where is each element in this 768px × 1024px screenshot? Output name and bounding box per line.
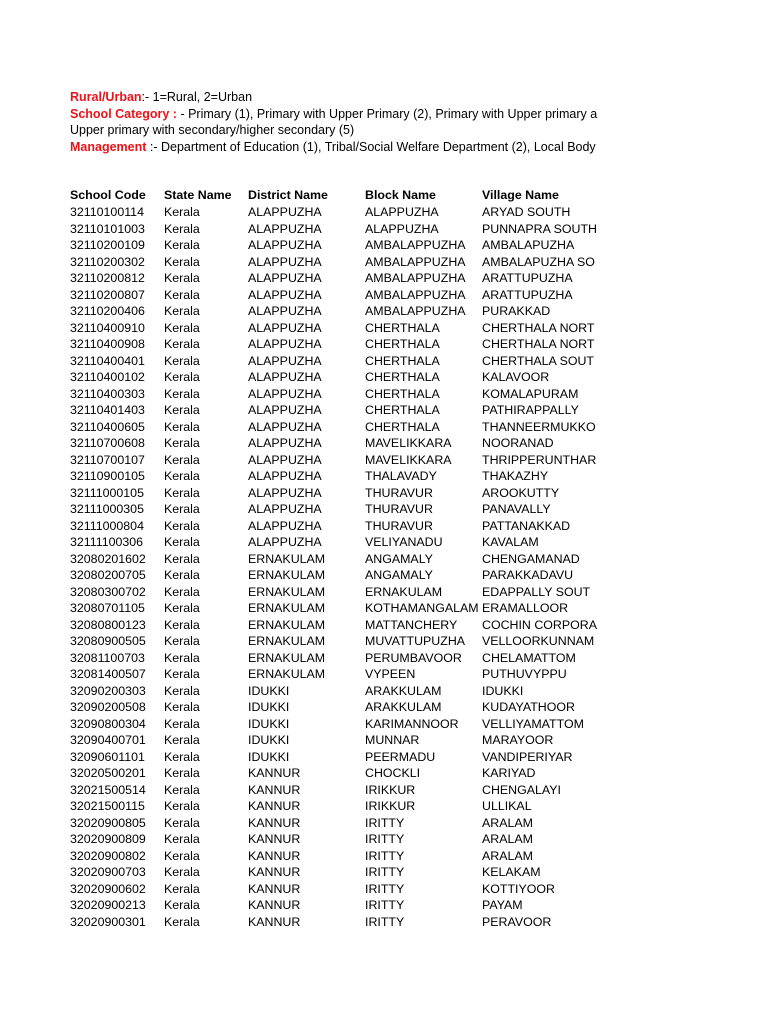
cell-block-name: IRITTY bbox=[365, 914, 405, 929]
cell-district-name: IDUKKI bbox=[248, 749, 290, 764]
cell-district-name: KANNUR bbox=[248, 881, 301, 896]
cell-state-name: Kerala bbox=[164, 551, 200, 566]
cell-state-name: Kerala bbox=[164, 865, 200, 879]
table-row bbox=[70, 798, 600, 815]
cell-village-name: PANAVALLY bbox=[482, 502, 551, 516]
cell-block-name: ALAPPUZHA bbox=[365, 205, 439, 219]
table-row bbox=[70, 254, 600, 271]
table-row bbox=[70, 221, 600, 238]
table-row bbox=[70, 336, 600, 353]
cell-block-name: VELIYANADU bbox=[365, 535, 443, 549]
cell-state-name: Kerala bbox=[164, 271, 200, 285]
table-row bbox=[70, 435, 600, 452]
cell-school-code: 32090200508 bbox=[70, 700, 146, 714]
cell-state-name: Kerala bbox=[164, 370, 200, 384]
legend-management-text: :- Department of Education (1), Tribal/Social Welfare Department (2), Local Body bbox=[146, 139, 596, 154]
cell-district-name: ERNAKULAM bbox=[248, 617, 326, 632]
cell-village-name: PURAKKAD bbox=[482, 304, 551, 318]
cell-school-code: 32020900805 bbox=[70, 815, 146, 830]
cell-block-name: ANGAMALY bbox=[365, 568, 433, 582]
cell-village-name: KELAKAM bbox=[482, 865, 541, 879]
cell-state-name: Kerala bbox=[164, 485, 200, 500]
cell-block-name: IRITTY bbox=[365, 865, 405, 879]
legend-school-category bbox=[70, 106, 600, 123]
cell-school-code: 32080200705 bbox=[70, 568, 146, 582]
cell-village-name: KOMALAPURAM bbox=[482, 386, 579, 401]
cell-district-name: ALAPPUZHA bbox=[248, 304, 322, 318]
cell-district-name: ALAPPUZHA bbox=[248, 238, 322, 252]
table-row bbox=[70, 699, 600, 716]
cell-village-name: PUTHUVYPPU bbox=[482, 667, 567, 681]
cell-state-name: Kerala bbox=[164, 716, 200, 731]
table-row bbox=[70, 468, 600, 485]
cell-district-name: KANNUR bbox=[248, 782, 301, 797]
cell-block-name: ARAKKULAM bbox=[365, 700, 442, 714]
cell-village-name: CHERTHALA NORT bbox=[482, 320, 595, 335]
cell-school-code: 32020900301 bbox=[70, 914, 146, 929]
cell-state-name: Kerala bbox=[164, 700, 200, 714]
cell-district-name: ERNAKULAM bbox=[248, 568, 326, 582]
table-row bbox=[70, 518, 600, 535]
cell-block-name: MAVELIKKARA bbox=[365, 436, 452, 450]
column-header-school-code: School Code bbox=[70, 188, 146, 202]
cell-district-name: ERNAKULAM bbox=[248, 650, 326, 665]
table-row bbox=[70, 683, 600, 700]
cell-school-code: 32080300702 bbox=[70, 584, 146, 599]
cell-state-name: Kerala bbox=[164, 568, 200, 582]
cell-block-name: CHERTHALA bbox=[365, 353, 440, 368]
cell-district-name: ALAPPUZHA bbox=[248, 353, 322, 368]
cell-district-name: ALAPPUZHA bbox=[248, 271, 322, 285]
cell-block-name: MUVATTUPUZHA bbox=[365, 634, 466, 648]
cell-village-name: CHERTHALA NORT bbox=[482, 337, 595, 351]
cell-village-name: ARALAM bbox=[482, 832, 533, 846]
cell-village-name: KUDAYATHOOR bbox=[482, 700, 575, 714]
cell-school-code: 32110200302 bbox=[70, 254, 145, 269]
cell-state-name: Kerala bbox=[164, 221, 200, 236]
table-header-row bbox=[70, 187, 600, 204]
table-row bbox=[70, 732, 600, 749]
cell-village-name: KAVALAM bbox=[482, 535, 539, 549]
cell-block-name: MATTANCHERY bbox=[365, 617, 458, 632]
cell-village-name: VANDIPERIYAR bbox=[482, 749, 573, 764]
cell-district-name: KANNUR bbox=[248, 799, 301, 813]
cell-state-name: Kerala bbox=[164, 320, 200, 335]
cell-district-name: KANNUR bbox=[248, 832, 301, 846]
cell-district-name: KANNUR bbox=[248, 898, 301, 912]
cell-district-name: ERNAKULAM bbox=[248, 584, 326, 599]
cell-state-name: Kerala bbox=[164, 287, 200, 302]
cell-school-code: 32110700608 bbox=[70, 436, 145, 450]
table-row bbox=[70, 237, 600, 254]
cell-village-name: VELLOORKUNNAM bbox=[482, 634, 595, 648]
table-row bbox=[70, 369, 600, 386]
table-row bbox=[70, 270, 600, 287]
cell-block-name: CHERTHALA bbox=[365, 419, 440, 434]
cell-state-name: Kerala bbox=[164, 535, 200, 549]
column-header-district-name: District Name bbox=[248, 188, 328, 202]
cell-school-code: 32110401403 bbox=[70, 403, 145, 417]
table-row bbox=[70, 386, 600, 403]
cell-district-name: ALAPPUZHA bbox=[248, 205, 322, 219]
cell-village-name: CHENGALAYI bbox=[482, 782, 561, 797]
cell-block-name: THURAVUR bbox=[365, 485, 433, 500]
cell-village-name: KOTTIYOOR bbox=[482, 881, 555, 896]
cell-district-name: IDUKKI bbox=[248, 700, 290, 714]
cell-district-name: IDUKKI bbox=[248, 733, 290, 747]
cell-state-name: Kerala bbox=[164, 832, 200, 846]
cell-village-name: ARALAM bbox=[482, 848, 533, 863]
cell-block-name: IRITTY bbox=[365, 848, 405, 863]
cell-school-code: 32020900213 bbox=[70, 898, 146, 912]
cell-state-name: Kerala bbox=[164, 304, 200, 318]
table-row bbox=[70, 204, 600, 221]
cell-district-name: KANNUR bbox=[248, 914, 301, 929]
cell-village-name: EDAPPALLY SOUT bbox=[482, 584, 591, 599]
cell-state-name: Kerala bbox=[164, 584, 200, 599]
column-header-block-name: Block Name bbox=[365, 188, 436, 202]
cell-state-name: Kerala bbox=[164, 898, 200, 912]
cell-district-name: ALAPPUZHA bbox=[248, 436, 322, 450]
cell-village-name: PATHIRAPPALLY bbox=[482, 403, 579, 417]
table-row bbox=[70, 914, 600, 931]
table-row bbox=[70, 303, 600, 320]
cell-school-code: 32110200109 bbox=[70, 238, 145, 252]
cell-block-name: PEERMADU bbox=[365, 749, 436, 764]
cell-state-name: Kerala bbox=[164, 782, 200, 797]
cell-district-name: ALAPPUZHA bbox=[248, 254, 322, 269]
cell-school-code: 32020900802 bbox=[70, 848, 146, 863]
cell-block-name: KARIMANNOOR bbox=[365, 716, 459, 731]
table-row bbox=[70, 419, 600, 436]
cell-state-name: Kerala bbox=[164, 650, 200, 665]
table-row bbox=[70, 666, 600, 683]
cell-block-name: IRIKKUR bbox=[365, 799, 416, 813]
cell-state-name: Kerala bbox=[164, 337, 200, 351]
cell-village-name: CHERTHALA SOUT bbox=[482, 353, 594, 368]
cell-district-name: ERNAKULAM bbox=[248, 551, 326, 566]
cell-district-name: ALAPPUZHA bbox=[248, 370, 322, 384]
table-row bbox=[70, 353, 600, 370]
cell-school-code: 32090800304 bbox=[70, 716, 146, 731]
table-row bbox=[70, 501, 600, 518]
cell-district-name: KANNUR bbox=[248, 865, 301, 879]
cell-district-name: ALAPPUZHA bbox=[248, 452, 322, 467]
table-row bbox=[70, 485, 600, 502]
cell-district-name: ALAPPUZHA bbox=[248, 320, 322, 335]
cell-village-name: PAYAM bbox=[482, 898, 523, 912]
cell-school-code: 32080701105 bbox=[70, 601, 145, 615]
cell-block-name: AMBALAPPUZHA bbox=[365, 254, 466, 269]
cell-school-code: 32020500201 bbox=[70, 766, 146, 780]
cell-village-name: VELLIYAMATTOM bbox=[482, 716, 584, 731]
cell-school-code: 32090400701 bbox=[70, 733, 146, 747]
cell-school-code: 32110900105 bbox=[70, 469, 145, 483]
cell-state-name: Kerala bbox=[164, 601, 200, 615]
table-row bbox=[70, 848, 600, 865]
table-row bbox=[70, 815, 600, 832]
cell-state-name: Kerala bbox=[164, 403, 200, 417]
cell-school-code: 32110100114 bbox=[70, 205, 144, 219]
cell-school-code: 32110400910 bbox=[70, 320, 145, 335]
cell-block-name: ALAPPUZHA bbox=[365, 221, 439, 236]
cell-village-name: KARIYAD bbox=[482, 766, 536, 780]
cell-district-name: ALAPPUZHA bbox=[248, 518, 322, 533]
cell-district-name: ALAPPUZHA bbox=[248, 419, 322, 434]
cell-district-name: IDUKKI bbox=[248, 683, 290, 698]
table-row bbox=[70, 881, 600, 898]
cell-school-code: 32080900505 bbox=[70, 634, 146, 648]
cell-block-name: VYPEEN bbox=[365, 667, 416, 681]
cell-block-name: CHOCKLI bbox=[365, 766, 421, 780]
cell-district-name: KANNUR bbox=[248, 848, 301, 863]
table-row bbox=[70, 320, 600, 337]
cell-village-name: PUNNAPRA SOUTH bbox=[482, 221, 597, 236]
table-row bbox=[70, 551, 600, 568]
legend-rural-urban-text: :- 1=Rural, 2=Urban bbox=[141, 90, 253, 104]
cell-school-code: 32111100306 bbox=[70, 535, 144, 549]
legend-school-category-continuation: Upper primary with secondary/higher secondary (5) bbox=[70, 123, 355, 137]
cell-school-code: 32110200406 bbox=[70, 304, 145, 318]
cell-state-name: Kerala bbox=[164, 353, 200, 368]
cell-state-name: Kerala bbox=[164, 815, 200, 830]
cell-state-name: Kerala bbox=[164, 518, 200, 533]
cell-school-code: 32111000105 bbox=[70, 485, 144, 500]
cell-block-name: THURAVUR bbox=[365, 518, 433, 533]
cell-block-name: THALAVADY bbox=[365, 469, 437, 483]
table-row bbox=[70, 287, 600, 304]
cell-district-name: ALAPPUZHA bbox=[248, 502, 322, 516]
cell-village-name: CHELAMATTOM bbox=[482, 650, 576, 665]
table-row bbox=[70, 864, 600, 881]
cell-district-name: ERNAKULAM bbox=[248, 601, 326, 615]
cell-school-code: 32110101003 bbox=[70, 221, 145, 236]
legend-rural-urban-label: Rural/Urban bbox=[70, 90, 142, 104]
cell-block-name: ERNAKULAM bbox=[365, 584, 443, 599]
cell-village-name: THANNEERMUKKO bbox=[482, 419, 596, 434]
cell-state-name: Kerala bbox=[164, 914, 200, 929]
cell-block-name: ARAKKULAM bbox=[365, 683, 442, 698]
cell-block-name: IRIKKUR bbox=[365, 782, 416, 797]
cell-school-code: 32111000804 bbox=[70, 518, 144, 533]
legend-school-category-text: - Primary (1), Primary with Upper Primary (2), Primary with Upper primary a bbox=[176, 106, 598, 121]
cell-village-name: ERAMALLOOR bbox=[482, 601, 569, 615]
cell-state-name: Kerala bbox=[164, 634, 200, 648]
cell-state-name: Kerala bbox=[164, 238, 200, 252]
cell-state-name: Kerala bbox=[164, 799, 200, 813]
table-row bbox=[70, 749, 600, 766]
cell-district-name: ERNAKULAM bbox=[248, 634, 326, 648]
cell-school-code: 32111000305 bbox=[70, 502, 144, 516]
legend-management bbox=[70, 139, 600, 156]
cell-state-name: Kerala bbox=[164, 766, 200, 780]
cell-school-code: 32081100703 bbox=[70, 650, 145, 665]
cell-village-name: PERAVOOR bbox=[482, 914, 552, 929]
table-row bbox=[70, 765, 600, 782]
cell-block-name: KOTHAMANGALAM bbox=[365, 601, 479, 615]
cell-state-name: Kerala bbox=[164, 386, 200, 401]
cell-block-name: CHERTHALA bbox=[365, 337, 440, 351]
cell-district-name: ALAPPUZHA bbox=[248, 403, 322, 417]
cell-village-name: PARAKKADAVU bbox=[482, 568, 574, 582]
cell-village-name: AMBALAPUZHA SO bbox=[482, 254, 595, 269]
cell-block-name: CHERTHALA bbox=[365, 320, 440, 335]
legend-management-label: Management bbox=[70, 139, 147, 154]
cell-district-name: ALAPPUZHA bbox=[248, 469, 322, 483]
cell-district-name: ALAPPUZHA bbox=[248, 386, 322, 401]
cell-school-code: 32021500115 bbox=[70, 799, 145, 813]
cell-district-name: KANNUR bbox=[248, 766, 301, 780]
cell-school-code: 32021500514 bbox=[70, 782, 146, 797]
cell-state-name: Kerala bbox=[164, 205, 200, 219]
cell-village-name: COCHIN CORPORA bbox=[482, 617, 597, 632]
cell-state-name: Kerala bbox=[164, 617, 200, 632]
cell-village-name: CHENGAMANAD bbox=[482, 551, 580, 566]
cell-district-name: ALAPPUZHA bbox=[248, 337, 322, 351]
cell-block-name: IRITTY bbox=[365, 898, 405, 912]
table-row bbox=[70, 716, 600, 733]
table-row bbox=[70, 633, 600, 650]
cell-block-name: THURAVUR bbox=[365, 502, 433, 516]
cell-school-code: 32081400507 bbox=[70, 667, 146, 681]
cell-block-name: AMBALAPPUZHA bbox=[365, 271, 466, 285]
cell-district-name: KANNUR bbox=[248, 815, 301, 830]
cell-block-name: CHERTHALA bbox=[365, 386, 440, 401]
cell-village-name: IDUKKI bbox=[482, 683, 524, 698]
cell-state-name: Kerala bbox=[164, 667, 200, 681]
cell-school-code: 32080800123 bbox=[70, 617, 146, 632]
table-row bbox=[70, 617, 600, 634]
cell-school-code: 32110400401 bbox=[70, 353, 145, 368]
cell-village-name: THRIPPERUNTHAR bbox=[482, 452, 597, 467]
cell-school-code: 32080201602 bbox=[70, 551, 146, 566]
cell-block-name: IRITTY bbox=[365, 832, 405, 846]
cell-district-name: ALAPPUZHA bbox=[248, 221, 322, 236]
cell-school-code: 32110400102 bbox=[70, 370, 145, 384]
cell-block-name: AMBALAPPUZHA bbox=[365, 287, 466, 302]
cell-village-name: NOORANAD bbox=[482, 436, 554, 450]
cell-state-name: Kerala bbox=[164, 749, 200, 764]
cell-village-name: ARALAM bbox=[482, 815, 533, 830]
table-row bbox=[70, 600, 600, 617]
column-header-state-name: State Name bbox=[164, 188, 232, 202]
cell-block-name: MAVELIKKARA bbox=[365, 452, 452, 467]
cell-village-name: AMBALAPUZHA bbox=[482, 238, 575, 252]
cell-block-name: IRITTY bbox=[365, 881, 405, 896]
cell-district-name: ALAPPUZHA bbox=[248, 287, 322, 302]
cell-district-name: IDUKKI bbox=[248, 716, 290, 731]
cell-state-name: Kerala bbox=[164, 502, 200, 516]
cell-village-name: KALAVOOR bbox=[482, 370, 550, 384]
legend-block bbox=[70, 89, 600, 155]
column-header-village-name: Village Name bbox=[482, 188, 559, 202]
table-row bbox=[70, 782, 600, 799]
table-row bbox=[70, 452, 600, 469]
cell-district-name: ALAPPUZHA bbox=[248, 485, 322, 500]
cell-block-name: AMBALAPPUZHA bbox=[365, 238, 466, 252]
school-table bbox=[70, 187, 600, 930]
table-row bbox=[70, 831, 600, 848]
cell-school-code: 32090200303 bbox=[70, 683, 146, 698]
cell-district-name: ALAPPUZHA bbox=[248, 535, 322, 549]
cell-block-name: AMBALAPPUZHA bbox=[365, 304, 466, 318]
cell-village-name: ARATTUPUZHA bbox=[482, 287, 573, 302]
table-row bbox=[70, 897, 600, 914]
cell-block-name: CHERTHALA bbox=[365, 370, 440, 384]
cell-school-code: 32110400303 bbox=[70, 386, 145, 401]
cell-state-name: Kerala bbox=[164, 469, 200, 483]
cell-school-code: 32020900809 bbox=[70, 832, 146, 846]
table-row bbox=[70, 650, 600, 667]
cell-block-name: PERUMBAVOOR bbox=[365, 650, 462, 665]
cell-block-name: ANGAMALY bbox=[365, 551, 433, 566]
cell-state-name: Kerala bbox=[164, 733, 200, 747]
cell-village-name: ULLIKAL bbox=[482, 799, 532, 813]
cell-state-name: Kerala bbox=[164, 452, 200, 467]
legend-school-category-label: School Category : bbox=[70, 106, 177, 121]
cell-school-code: 32110400908 bbox=[70, 337, 145, 351]
cell-state-name: Kerala bbox=[164, 254, 200, 269]
cell-school-code: 32090601101 bbox=[70, 749, 145, 764]
cell-school-code: 32110400605 bbox=[70, 419, 145, 434]
table-row bbox=[70, 567, 600, 584]
cell-school-code: 32110200812 bbox=[70, 271, 145, 285]
cell-state-name: Kerala bbox=[164, 419, 200, 434]
cell-village-name: ARATTUPUZHA bbox=[482, 271, 573, 285]
table-row bbox=[70, 402, 600, 419]
cell-village-name: MARAYOOR bbox=[482, 733, 554, 747]
cell-school-code: 32110200807 bbox=[70, 287, 145, 302]
cell-school-code: 32110700107 bbox=[70, 452, 145, 467]
cell-state-name: Kerala bbox=[164, 683, 200, 698]
cell-state-name: Kerala bbox=[164, 881, 200, 896]
table-row bbox=[70, 534, 600, 551]
cell-village-name: PATTANAKKAD bbox=[482, 518, 571, 533]
legend-rural-urban bbox=[70, 89, 600, 106]
cell-village-name: ARYAD SOUTH bbox=[482, 205, 571, 219]
cell-state-name: Kerala bbox=[164, 436, 200, 450]
cell-state-name: Kerala bbox=[164, 848, 200, 863]
cell-school-code: 32020900602 bbox=[70, 881, 146, 896]
cell-village-name: THAKAZHY bbox=[482, 469, 549, 483]
table-row bbox=[70, 584, 600, 601]
cell-block-name: IRITTY bbox=[365, 815, 405, 830]
cell-village-name: AROOKUTTY bbox=[482, 485, 560, 500]
cell-block-name: MUNNAR bbox=[365, 733, 420, 747]
cell-district-name: ERNAKULAM bbox=[248, 667, 326, 681]
cell-block-name: CHERTHALA bbox=[365, 403, 440, 417]
cell-school-code: 32020900703 bbox=[70, 865, 146, 879]
